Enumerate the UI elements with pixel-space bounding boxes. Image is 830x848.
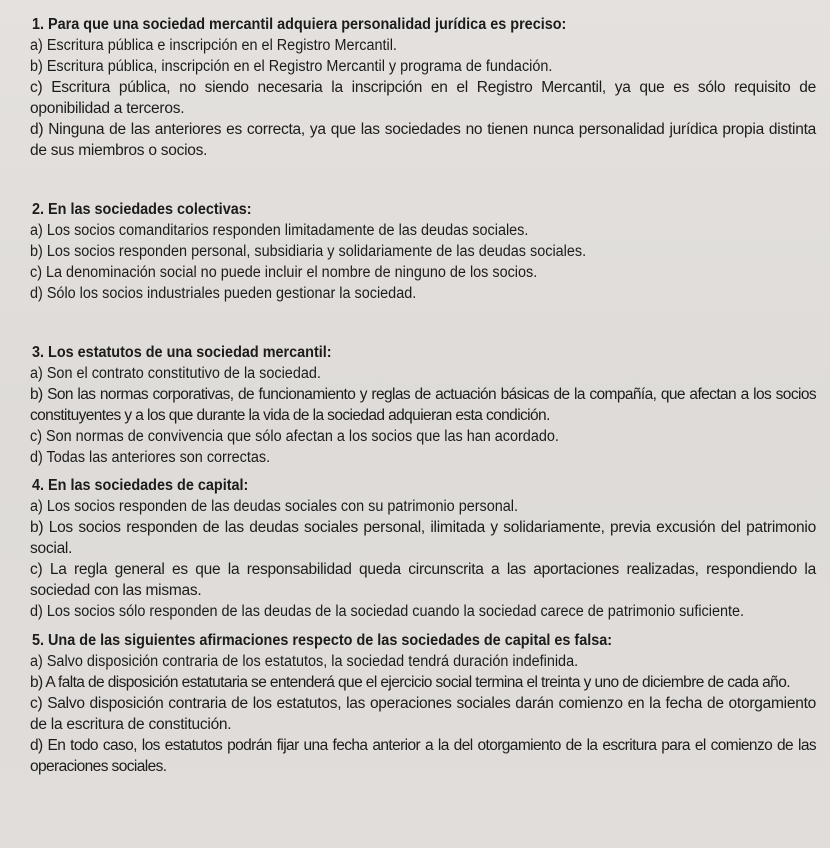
option-d: d) Todas las anteriores son correctas. [30,449,271,466]
option-b: b) A falta de disposición estatutaria se entenderá que el ejercicio social termina el treinta y uno de diciembre de cada año. [30,674,790,691]
option-b: b) Los socios responden de las deudas sociales personal, ilimitada y solidariamente, previa excusión del patrimonio social. [30,519,816,557]
option-c: c) Son normas de convivencia que sólo afectan a los socios que las han acordado. [30,428,559,445]
option-c: c) Escritura pública, no siendo necesaria la inscripción en el Registro Mercantil, ya que es sólo requisito de oponibilidad a terceros. [30,79,816,117]
option-a: a) Son el contrato constitutivo de la sociedad. [30,365,321,382]
option-b: b) Los socios responden personal, subsidiaria y solidariamente de las deudas sociales. [30,243,587,260]
option-d: d) En todo caso, los estatutos podrán fijar una fecha anterior a la del otorgamiento de la escritura para el comienzo de las operaciones sociales. [30,737,816,775]
option-d: d) Sólo los socios industriales pueden gestionar la sociedad. [30,285,417,302]
question-title: 4. En las sociedades de capital: [32,477,249,494]
question-title: 3. Los estatutos de una sociedad mercantil: [32,344,332,361]
option-c: c) La regla general es que la responsabilidad queda circunscrita a las aportaciones realizadas, respondiendo la sociedad con las mismas. [30,561,816,599]
option-c: c) La denominación social no puede incluir el nombre de ninguno de los socios. [30,264,538,281]
option-a: a) Salvo disposición contraria de los estatutos, la sociedad tendrá duración indefinida. [30,653,579,670]
option-c: c) Salvo disposición contraria de los estatutos, las operaciones sociales darán comienzo en la fecha de otorgamiento de la escritura de constitución. [30,695,816,733]
question-title: 2. En las sociedades colectivas: [32,201,252,218]
question-1 [32,14,816,161]
question-4 [32,475,816,622]
option-b: b) Son las normas corporativas, de funcionamiento y reglas de actuación básicas de la compañía, que afectan a los socios constituyentes y a los que durante la vida de la sociedad adquieran esta condición. [30,386,816,424]
question-3 [32,342,816,468]
option-d: d) Ninguna de las anteriores es correcta, ya que las sociedades no tienen nunca personalidad jurídica propia distinta de sus miembros o socios. [30,121,816,159]
question-2 [32,199,816,304]
option-b: b) Escritura pública, inscripción en el Registro Mercantil y programa de fundación. [30,58,553,75]
option-a: a) Escritura pública e inscripción en el Registro Mercantil. [30,37,397,54]
option-a: a) Los socios comanditarios responden limitadamente de las deudas sociales. [30,222,529,239]
question-title: 1. Para que una sociedad mercantil adquiera personalidad jurídica es preciso: [32,16,567,33]
option-d: d) Los socios sólo responden de las deudas de la sociedad cuando la sociedad carece de patrimonio suficiente. [30,603,745,620]
question-title: 5. Una de las siguientes afirmaciones respecto de las sociedades de capital es falsa: [32,632,613,649]
option-a: a) Los socios responden de las deudas sociales con su patrimonio personal. [30,498,519,515]
question-5 [32,630,816,777]
